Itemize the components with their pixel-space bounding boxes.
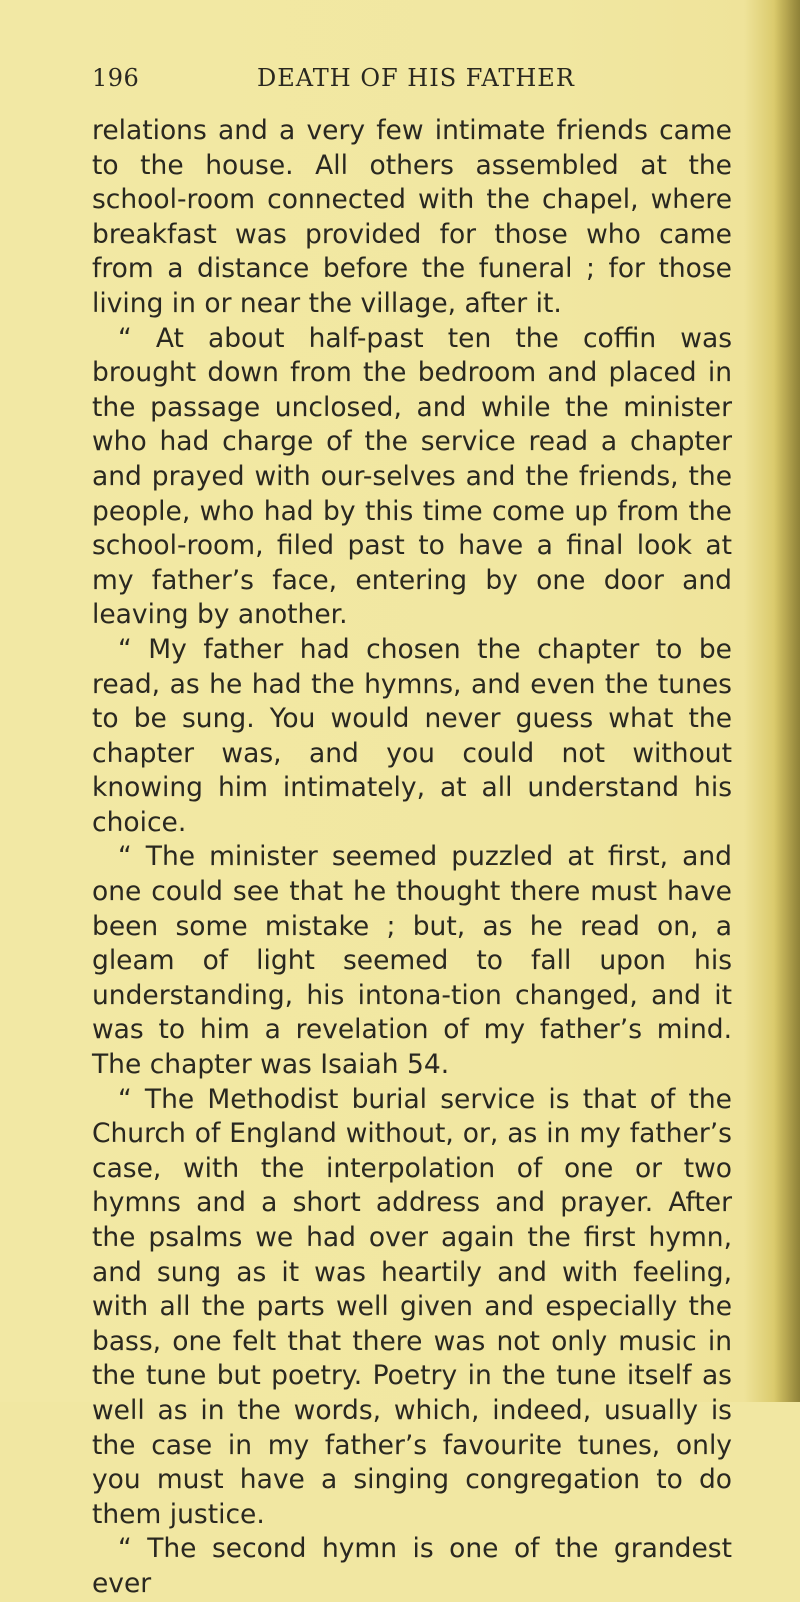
page-number: 196 — [92, 64, 140, 92]
running-head: DEATH OF HIS FATHER — [257, 64, 575, 92]
paragraph-6: “ The second hymn is one of the grandest ever — [92, 1533, 732, 1599]
paragraph-2: “ At about half-past ten the coffin was brought down from the bedroom and placed in the passage unclosed, and while the minister who had charge of the service read a chapter and prayed with our-selves and the friends, the people, who had by this time come up from the school-room, filed past to have a final look at my father’s face, entering by one door and leaving by another. — [92, 322, 732, 631]
page-header — [92, 64, 732, 104]
paragraph-3: “ My father had chosen the chapter to be read, as he had the hymns, and even the tunes to be sung. You would never guess what the chapter was, and you could not without knowing him intimately, at all understand his choice. — [92, 633, 732, 838]
page-edge-shadow — [774, 0, 800, 1402]
paragraph-5: “ The Methodist burial service is that of the Church of England without, or, as in my father’s case, with the interpolation of one or two hymns and a short address and prayer. After the psalms we had over again the first hymn, and sung as it was heartily and with feeling, with all the parts well given and especially the bass, one felt that there was not only music in the tune but poetry. Poetry in the tune itself as well as in the words, which, indeed, usually is the case in my father’s favourite tunes, only you must have a singing congregation to do them justice. — [92, 1083, 732, 1530]
paragraph-4: “ The minister seemed puzzled at first, and one could see that he thought there must have been some mistake ; but, as he read on, a gleam of light seemed to fall upon his understanding, his intona-tion changed, and it was to him a revelation of my father’s mind. The chapter was Isaiah 54. — [92, 841, 732, 1081]
paragraph-1: relations and a very few intimate friends came to the house. All others assembled at the school-room connected with the chapel, where breakfast was provided for those who came from a distance before the funeral ; for those living in or near the village, after it. — [92, 115, 732, 319]
body-text — [92, 114, 732, 1602]
